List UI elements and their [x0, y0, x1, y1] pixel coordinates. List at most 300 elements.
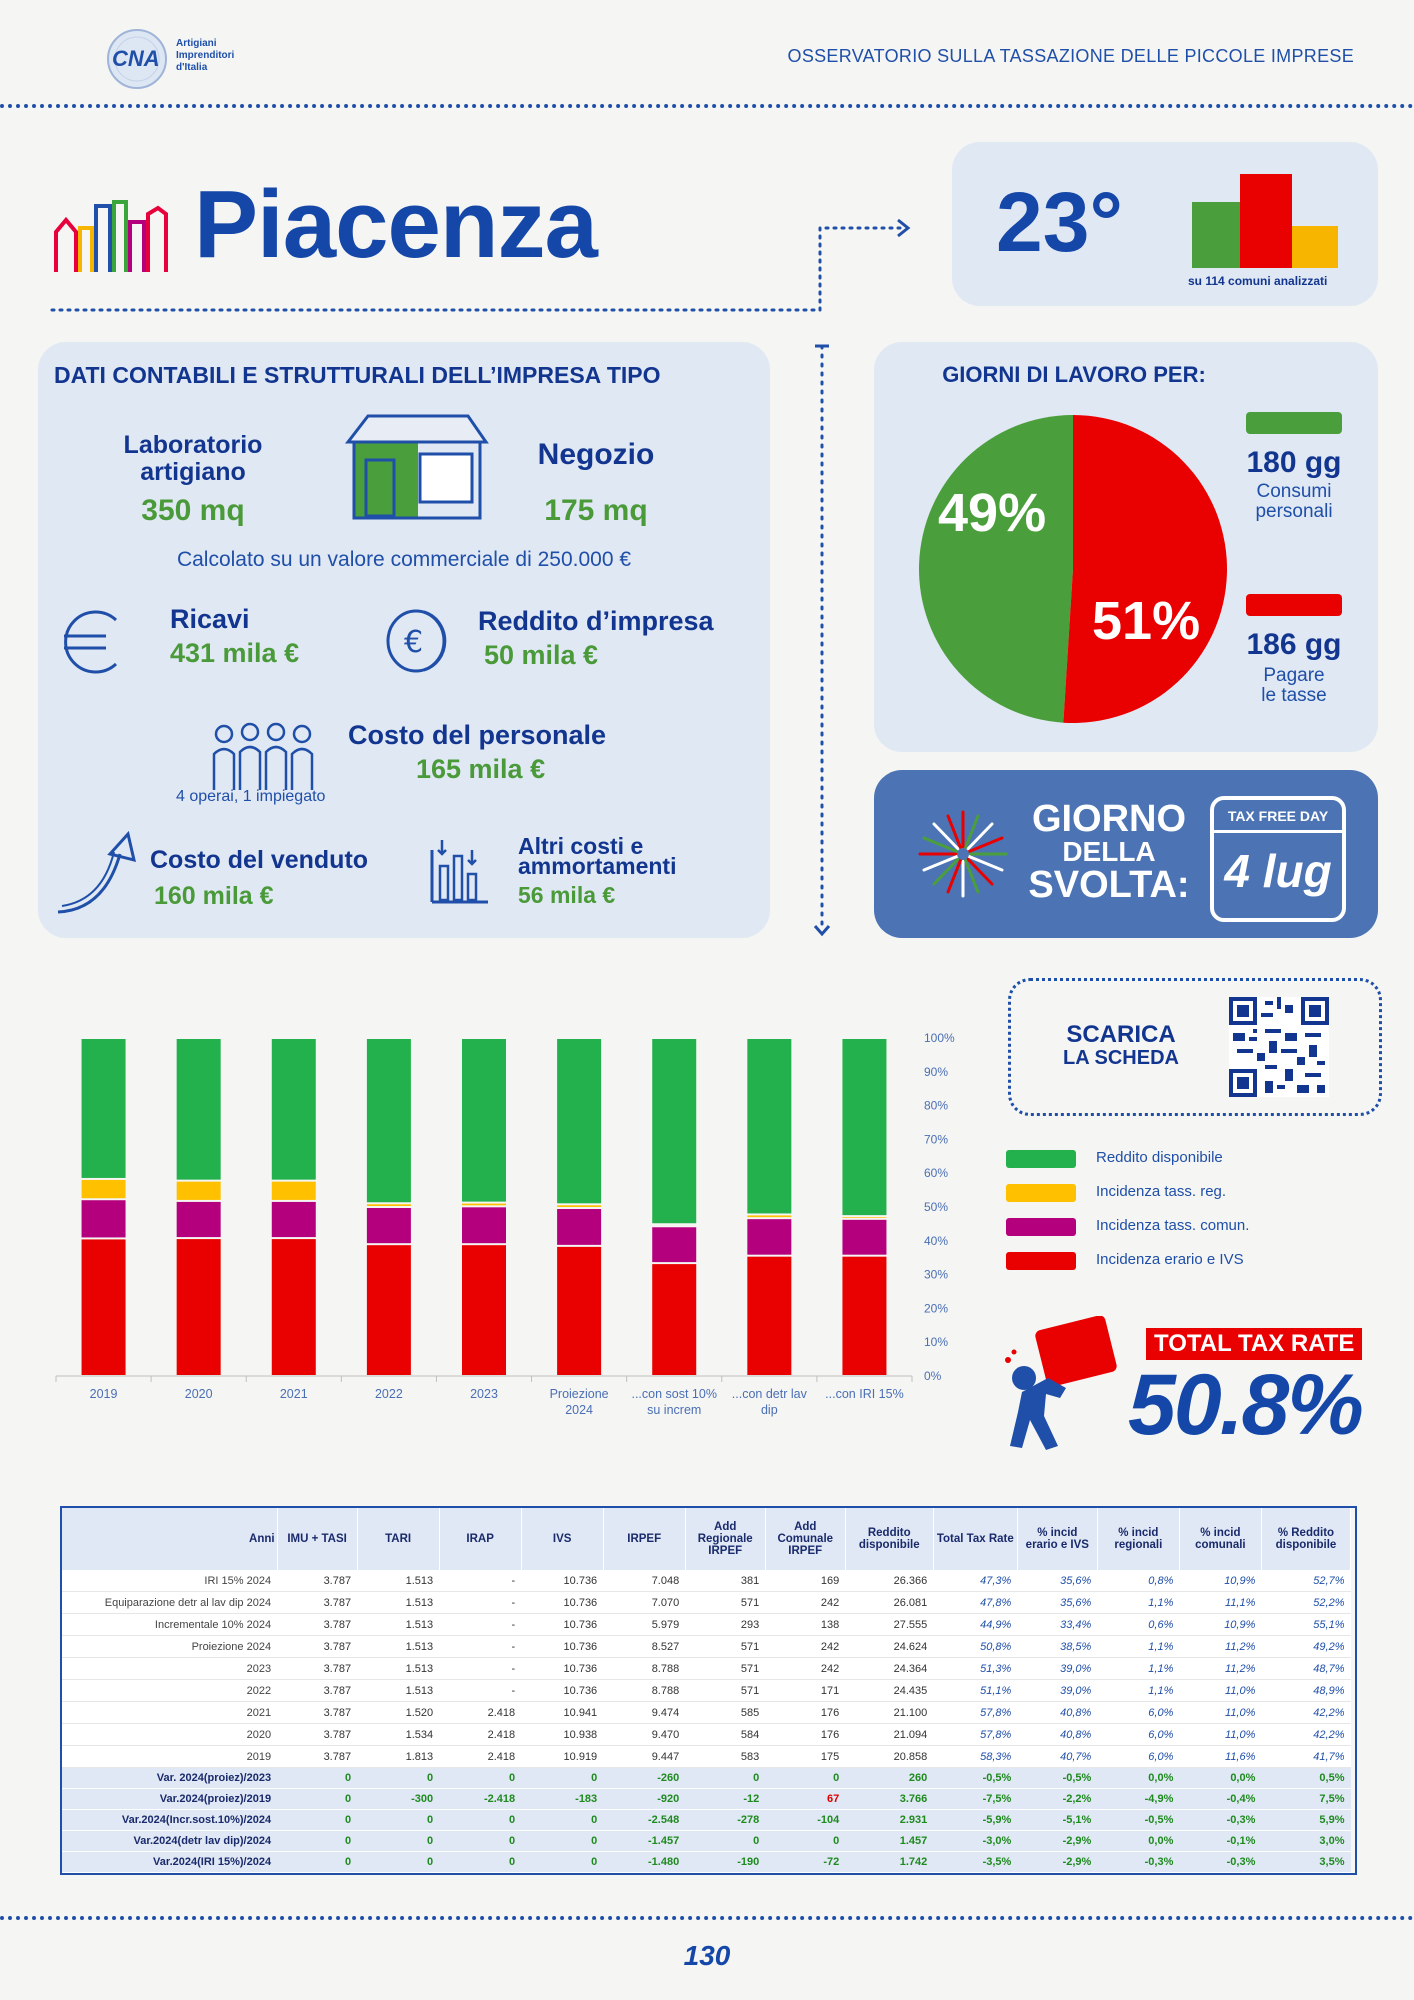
table-cell: -3,5%	[933, 1852, 1017, 1873]
table-cell: 6,0%	[1097, 1746, 1179, 1768]
tax-free-badge: TAX FREE DAY	[1227, 808, 1329, 824]
table-cell: -	[439, 1592, 521, 1614]
table-cell: 8.527	[603, 1636, 685, 1658]
table-cell: 2.418	[439, 1702, 521, 1724]
table-cell: 3,0%	[1261, 1831, 1350, 1852]
x-tick-label: 2019	[89, 1387, 118, 1401]
table-cell: -3,0%	[933, 1831, 1017, 1852]
table-cell: -0,5%	[1017, 1768, 1097, 1789]
table-cell: 0	[685, 1831, 765, 1852]
header-divider	[0, 104, 1414, 108]
x-tick-label: su increm	[647, 1403, 702, 1417]
table-cell: 571	[685, 1658, 765, 1680]
table-cell: -300	[357, 1789, 439, 1810]
bar-segment-reddito-disponibile	[367, 1039, 411, 1202]
table-cell: 3.787	[277, 1658, 357, 1680]
table-header-6: Add Regionale IRPEF	[685, 1508, 765, 1570]
workdays-panel	[874, 342, 1378, 752]
table-cell: 0	[521, 1810, 603, 1831]
other-costs-chart-icon	[428, 836, 492, 906]
bar-segment-incidenza-erario-e-ivs	[177, 1239, 221, 1375]
table-cell: 1,1%	[1097, 1636, 1179, 1658]
table-cell: 583	[685, 1746, 765, 1768]
bar-segment-incidenza-tass-reg-	[557, 1205, 601, 1207]
legend-label: Incidenza tass. reg.	[1096, 1183, 1227, 1200]
table-cell: 3.787	[277, 1702, 357, 1724]
red-days: 186 gg	[1246, 628, 1342, 661]
table-row	[62, 1658, 1351, 1680]
table-cell: 10,9%	[1179, 1614, 1261, 1636]
table-cell: 176	[765, 1702, 845, 1724]
table-cell: 0	[357, 1768, 439, 1789]
table-cell: -5,1%	[1017, 1810, 1097, 1831]
total-tax-value: 50.8%	[1128, 1357, 1362, 1453]
table-cell: 7,5%	[1261, 1789, 1350, 1810]
table-cell: 10.736	[521, 1570, 603, 1592]
x-tick-label: 2022	[374, 1387, 403, 1401]
logo-sub-3: d'Italia	[176, 62, 208, 73]
table-cell: 1.513	[357, 1636, 439, 1658]
table-row	[62, 1702, 1351, 1724]
table-cell: -0,5%	[1097, 1810, 1179, 1831]
turning-line3: SVOLTA:	[1028, 864, 1190, 906]
row-label: 2020	[62, 1724, 277, 1746]
ranking-podium-icon	[1190, 174, 1340, 270]
table-cell: 42,2%	[1261, 1724, 1350, 1746]
staff-label: Costo del personale	[348, 720, 607, 750]
table-cell: 3.787	[277, 1592, 357, 1614]
red-swatch	[1246, 594, 1342, 616]
table-cell: 9.447	[603, 1746, 685, 1768]
table-cell: -	[439, 1636, 521, 1658]
table-cell: 10.941	[521, 1702, 603, 1724]
table-cell: 0,5%	[1261, 1768, 1350, 1789]
table-cell: 175	[765, 1746, 845, 1768]
table-cell: 1,1%	[1097, 1658, 1179, 1680]
table-cell: 52,7%	[1261, 1570, 1350, 1592]
legend-label: Reddito disponibile	[1096, 1149, 1223, 1166]
table-cell: 1.513	[357, 1592, 439, 1614]
city-name: Piacenza	[194, 171, 597, 278]
legend-swatch	[1006, 1150, 1076, 1168]
table-cell: -0,5%	[933, 1768, 1017, 1789]
table-cell: 5,9%	[1261, 1810, 1350, 1831]
bar-segment-incidenza-tass-comun-	[652, 1227, 696, 1262]
total-tax-label: TOTAL TAX RATE	[1146, 1328, 1362, 1360]
income-label: Reddito d’impresa	[478, 606, 714, 636]
y-tick-label: 40%	[924, 1233, 949, 1248]
bar-segment-incidenza-tass-comun-	[842, 1220, 886, 1255]
green-label-2: personali	[1255, 501, 1333, 522]
bar-segment-incidenza-tass-reg-	[82, 1180, 126, 1198]
cogs-arrow-icon	[54, 830, 144, 916]
table-cell: 3.787	[277, 1680, 357, 1702]
table-cell: 2.418	[439, 1746, 521, 1768]
table-cell: 293	[685, 1614, 765, 1636]
ranking-note: su 114 comuni analizzati	[1188, 274, 1328, 288]
table-cell: -72	[765, 1852, 845, 1873]
table-cell: 3.787	[277, 1724, 357, 1746]
table-cell: 26.366	[845, 1570, 933, 1592]
workdays-pie-chart	[916, 412, 1230, 726]
shop-label: Negozio	[537, 438, 655, 471]
table-cell: 10.919	[521, 1746, 603, 1768]
bar-segment-incidenza-tass-reg-	[842, 1217, 886, 1218]
table-cell: 0,8%	[1097, 1570, 1179, 1592]
shop-size: 175 mq	[544, 494, 648, 527]
bar-segment-incidenza-tass-comun-	[557, 1209, 601, 1245]
table-cell: -1.457	[603, 1831, 685, 1852]
x-tick-label: ...con detr lav	[731, 1387, 807, 1401]
calendar-icon	[1210, 796, 1346, 922]
table-cell: -	[439, 1614, 521, 1636]
pie-slice-tasse	[1063, 415, 1227, 723]
table-cell: 8.788	[603, 1680, 685, 1702]
y-tick-label: 20%	[924, 1301, 949, 1316]
table-cell: 42,2%	[1261, 1702, 1350, 1724]
table-row	[62, 1614, 1351, 1636]
table-cell: -12	[685, 1789, 765, 1810]
table-cell: 51,3%	[933, 1658, 1017, 1680]
x-tick-label: 2024	[565, 1403, 594, 1417]
table-header-0: Anni	[62, 1508, 277, 1570]
table-cell: 10.736	[521, 1636, 603, 1658]
table-cell: 0	[439, 1852, 521, 1873]
table-cell: 0,0%	[1097, 1831, 1179, 1852]
table-cell: 20.858	[845, 1746, 933, 1768]
pie-label-red: 51%	[1092, 591, 1201, 651]
table-cell: 1.513	[357, 1658, 439, 1680]
ranking-panel	[952, 142, 1378, 306]
bar-segment-incidenza-erario-e-ivs	[652, 1264, 696, 1375]
table-cell: 44,9%	[933, 1614, 1017, 1636]
table-cell: 11,0%	[1179, 1724, 1261, 1746]
bar-segment-incidenza-tass-comun-	[462, 1207, 506, 1243]
y-tick-label: 10%	[924, 1335, 949, 1350]
table-cell: 1.457	[845, 1831, 933, 1852]
y-tick-label: 50%	[924, 1200, 949, 1214]
legend-label: Incidenza erario e IVS	[1096, 1251, 1244, 1268]
table-cell: 11,6%	[1179, 1746, 1261, 1768]
table-cell: 169	[765, 1570, 845, 1592]
table-row	[62, 1570, 1351, 1592]
table-cell: 21.094	[845, 1724, 933, 1746]
company-panel	[38, 342, 770, 938]
table-cell: 21.100	[845, 1702, 933, 1724]
table-cell: 2.418	[439, 1724, 521, 1746]
y-tick-label: 90%	[924, 1064, 949, 1079]
row-label: Var.2024(detr lav dip)/2024	[62, 1831, 277, 1852]
table-cell: -0,4%	[1179, 1789, 1261, 1810]
table-cell: -0,1%	[1179, 1831, 1261, 1852]
bar-segment-reddito-disponibile	[652, 1039, 696, 1223]
table-cell: -104	[765, 1810, 845, 1831]
table-cell: 0,6%	[1097, 1614, 1179, 1636]
table-cell: 39,0%	[1017, 1680, 1097, 1702]
row-label: 2022	[62, 1680, 277, 1702]
pie-label-green: 49%	[938, 483, 1047, 543]
table-cell: -0,3%	[1179, 1852, 1261, 1873]
table-cell: 52,2%	[1261, 1592, 1350, 1614]
table-cell: 24.624	[845, 1636, 933, 1658]
legend-item	[1006, 1216, 1366, 1240]
stacked-bar-chart	[40, 1016, 970, 1436]
table-cell: 57,8%	[933, 1702, 1017, 1724]
table-cell: 242	[765, 1658, 845, 1680]
table-cell: 39,0%	[1017, 1658, 1097, 1680]
bar-segment-reddito-disponibile	[82, 1039, 126, 1178]
tax-burden-person-icon	[1000, 1316, 1130, 1452]
table-header-10: % incid erario e IVS	[1017, 1508, 1097, 1570]
bar-segment-incidenza-erario-e-ivs	[462, 1245, 506, 1375]
download-line2: LA SCHEDA	[1063, 1047, 1179, 1069]
table-cell: 6,0%	[1097, 1702, 1179, 1724]
table-cell: 242	[765, 1592, 845, 1614]
table-cell: -	[439, 1570, 521, 1592]
table-cell: -278	[685, 1810, 765, 1831]
table-cell: -4,9%	[1097, 1789, 1179, 1810]
legend-item	[1006, 1182, 1366, 1206]
bar-segment-incidenza-tass-reg-	[367, 1204, 411, 1206]
x-tick-label: ...con IRI 15%	[825, 1387, 904, 1401]
x-tick-label: 2020	[184, 1387, 213, 1401]
table-cell: 55,1%	[1261, 1614, 1350, 1636]
lab-label-1: Laboratorio	[123, 431, 263, 459]
bar-segment-reddito-disponibile	[747, 1039, 791, 1213]
row-label: Var.2024(proiez)/2019	[62, 1789, 277, 1810]
table-cell: 0	[277, 1831, 357, 1852]
table-cell: 0	[439, 1831, 521, 1852]
svg-text:€: €	[404, 625, 424, 660]
bar-segment-incidenza-erario-e-ivs	[367, 1245, 411, 1375]
y-tick-label: 70%	[924, 1132, 949, 1147]
red-label-1: Pagare	[1263, 665, 1325, 686]
lab-size: 350 mq	[141, 494, 245, 527]
turning-day-panel	[874, 770, 1378, 938]
table-header-12: % incid comunali	[1179, 1508, 1261, 1570]
tax-table	[62, 1508, 1351, 1873]
vertical-connector	[812, 340, 832, 940]
table-cell: 571	[685, 1680, 765, 1702]
table-cell: -2,2%	[1017, 1789, 1097, 1810]
table-cell: 0	[439, 1768, 521, 1789]
table-cell: 51,1%	[933, 1680, 1017, 1702]
table-cell: 1.513	[357, 1570, 439, 1592]
y-tick-label: 60%	[924, 1166, 949, 1181]
bar-segment-incidenza-tass-comun-	[747, 1219, 791, 1255]
header-title: OSSERVATORIO SULLA TASSAZIONE DELLE PICCOLE IMPRESE	[787, 46, 1354, 66]
table-cell: 585	[685, 1702, 765, 1724]
table-cell: 58,3%	[933, 1746, 1017, 1768]
bar-segment-incidenza-tass-reg-	[747, 1215, 791, 1217]
bar-segment-incidenza-erario-e-ivs	[842, 1257, 886, 1375]
x-tick-label: ...con sost 10%	[631, 1387, 717, 1401]
y-tick-label: 100%	[924, 1031, 955, 1045]
cna-logo-text: CNA	[112, 46, 160, 71]
table-cell: 10.938	[521, 1724, 603, 1746]
table-cell: 6,0%	[1097, 1724, 1179, 1746]
row-label: Equiparazione detr al lav dip 2024	[62, 1592, 277, 1614]
table-cell: 11,2%	[1179, 1658, 1261, 1680]
table-cell: -2,9%	[1017, 1831, 1097, 1852]
table-cell: 1.520	[357, 1702, 439, 1724]
staff-note: 4 operai, 1 impiegato	[176, 788, 326, 805]
row-label: 2019	[62, 1746, 277, 1768]
table-cell: 48,9%	[1261, 1680, 1350, 1702]
cna-logo	[106, 28, 256, 92]
staff-value: 165 mila €	[416, 754, 546, 784]
download-line1: SCARICA	[1066, 1021, 1176, 1048]
table-cell: -0,3%	[1179, 1810, 1261, 1831]
green-swatch	[1246, 412, 1342, 434]
table-row	[62, 1636, 1351, 1658]
x-tick-label: dip	[760, 1403, 778, 1417]
table-header-2: TARI	[357, 1508, 439, 1570]
tax-free-date: 4 lug	[1224, 845, 1332, 897]
table-cell: 0	[277, 1852, 357, 1873]
bar-segment-incidenza-erario-e-ivs	[557, 1247, 601, 1375]
table-cell: 48,7%	[1261, 1658, 1350, 1680]
table-cell: 0	[521, 1852, 603, 1873]
table-cell: 3.787	[277, 1636, 357, 1658]
table-cell: 5.979	[603, 1614, 685, 1636]
table-row	[62, 1592, 1351, 1614]
table-cell: 171	[765, 1680, 845, 1702]
table-cell: 38,5%	[1017, 1636, 1097, 1658]
table-cell: 0	[439, 1810, 521, 1831]
table-cell: 33,4%	[1017, 1614, 1097, 1636]
table-cell: 176	[765, 1724, 845, 1746]
page-number: 130	[683, 1940, 731, 1971]
table-header-5: IRPEF	[603, 1508, 685, 1570]
x-tick-label: Proiezione	[549, 1387, 609, 1401]
table-cell: 1,1%	[1097, 1592, 1179, 1614]
tax-table-wrapper	[60, 1506, 1357, 1875]
table-cell: 2.931	[845, 1810, 933, 1831]
table-cell: 11,1%	[1179, 1592, 1261, 1614]
table-cell: 0	[765, 1768, 845, 1789]
legend-swatch	[1006, 1218, 1076, 1236]
table-cell: 11,2%	[1179, 1636, 1261, 1658]
bar-segment-incidenza-tass-comun-	[367, 1208, 411, 1243]
table-cell: 7.070	[603, 1592, 685, 1614]
table-cell: 3.787	[277, 1614, 357, 1636]
row-label: Var. 2024(proiez)/2023	[62, 1768, 277, 1789]
legend-swatch	[1006, 1184, 1076, 1202]
table-header-9: Total Tax Rate	[933, 1508, 1017, 1570]
x-tick-label: 2023	[470, 1387, 498, 1401]
other-label-2: ammortamenti	[518, 853, 677, 879]
table-cell: 0,0%	[1097, 1768, 1179, 1789]
table-cell: 27.555	[845, 1614, 933, 1636]
table-cell: 0	[521, 1831, 603, 1852]
qr-code-icon[interactable]	[1229, 997, 1329, 1097]
table-header-1: IMU + TASI	[277, 1508, 357, 1570]
table-header-4: IVS	[521, 1508, 603, 1570]
table-cell: 40,7%	[1017, 1746, 1097, 1768]
table-cell: 0	[277, 1768, 357, 1789]
table-cell: 26.081	[845, 1592, 933, 1614]
download-box[interactable]	[1008, 978, 1382, 1116]
table-cell: 50,8%	[933, 1636, 1017, 1658]
table-header-11: % incid regionali	[1097, 1508, 1179, 1570]
table-cell: 138	[765, 1614, 845, 1636]
euro-coin-icon	[384, 606, 454, 676]
table-cell: 9.470	[603, 1724, 685, 1746]
legend-label: Incidenza tass. comun.	[1096, 1217, 1250, 1234]
table-cell: -2.418	[439, 1789, 521, 1810]
bar-segment-reddito-disponibile	[177, 1039, 221, 1180]
table-cell: 47,8%	[933, 1592, 1017, 1614]
table-cell: 9.474	[603, 1702, 685, 1724]
variation-row	[62, 1852, 1351, 1873]
table-cell: -183	[521, 1789, 603, 1810]
table-cell: -920	[603, 1789, 685, 1810]
table-cell: 3.766	[845, 1789, 933, 1810]
table-cell: 0	[521, 1768, 603, 1789]
table-cell: 11,0%	[1179, 1702, 1261, 1724]
table-cell: 41,7%	[1261, 1746, 1350, 1768]
table-cell: 1.742	[845, 1852, 933, 1873]
staff-group-icon	[210, 720, 320, 796]
table-cell: 47,3%	[933, 1570, 1017, 1592]
table-cell: 1.813	[357, 1746, 439, 1768]
table-cell: 35,6%	[1017, 1570, 1097, 1592]
table-cell: 49,2%	[1261, 1636, 1350, 1658]
table-cell: 584	[685, 1724, 765, 1746]
table-cell: 1.513	[357, 1614, 439, 1636]
variation-row	[62, 1831, 1351, 1852]
turning-line1: GIORNO	[1031, 798, 1187, 840]
ranking-position: 23°	[996, 175, 1124, 269]
table-cell: -0,3%	[1097, 1852, 1179, 1873]
shop-building-icon	[344, 412, 490, 522]
table-cell: -260	[603, 1768, 685, 1789]
table-cell: 8.788	[603, 1658, 685, 1680]
table-cell: 24.364	[845, 1658, 933, 1680]
table-row	[62, 1724, 1351, 1746]
bar-segment-reddito-disponibile	[272, 1039, 316, 1180]
table-cell: 0	[765, 1831, 845, 1852]
table-cell: -	[439, 1658, 521, 1680]
table-cell: 11,0%	[1179, 1680, 1261, 1702]
table-header-8: Reddito disponibile	[845, 1508, 933, 1570]
bar-segment-reddito-disponibile	[462, 1039, 506, 1202]
table-cell: 0,0%	[1179, 1768, 1261, 1789]
row-label: Var.2024(IRI 15%)/2024	[62, 1852, 277, 1873]
bar-segment-incidenza-tass-reg-	[177, 1182, 221, 1200]
table-row	[62, 1680, 1351, 1702]
valuation-note: Calcolato su un valore commerciale di 250.000 €	[176, 548, 632, 571]
fireworks-icon	[906, 804, 1020, 904]
bar-segment-incidenza-tass-comun-	[177, 1202, 221, 1237]
title-connector	[50, 210, 920, 320]
variation-row	[62, 1789, 1351, 1810]
table-cell: 3.787	[277, 1746, 357, 1768]
table-header-3: IRAP	[439, 1508, 521, 1570]
table-header-13: % Reddito disponibile	[1261, 1508, 1350, 1570]
table-cell: 1.534	[357, 1724, 439, 1746]
table-cell: 0	[685, 1768, 765, 1789]
red-label-2: le tasse	[1261, 685, 1327, 706]
row-label: 2023	[62, 1658, 277, 1680]
table-cell: -	[439, 1680, 521, 1702]
chart-legend	[1006, 1148, 1366, 1278]
y-tick-label: 30%	[924, 1267, 949, 1282]
table-cell: 381	[685, 1570, 765, 1592]
table-header-row	[62, 1508, 1351, 1570]
table-cell: 57,8%	[933, 1724, 1017, 1746]
